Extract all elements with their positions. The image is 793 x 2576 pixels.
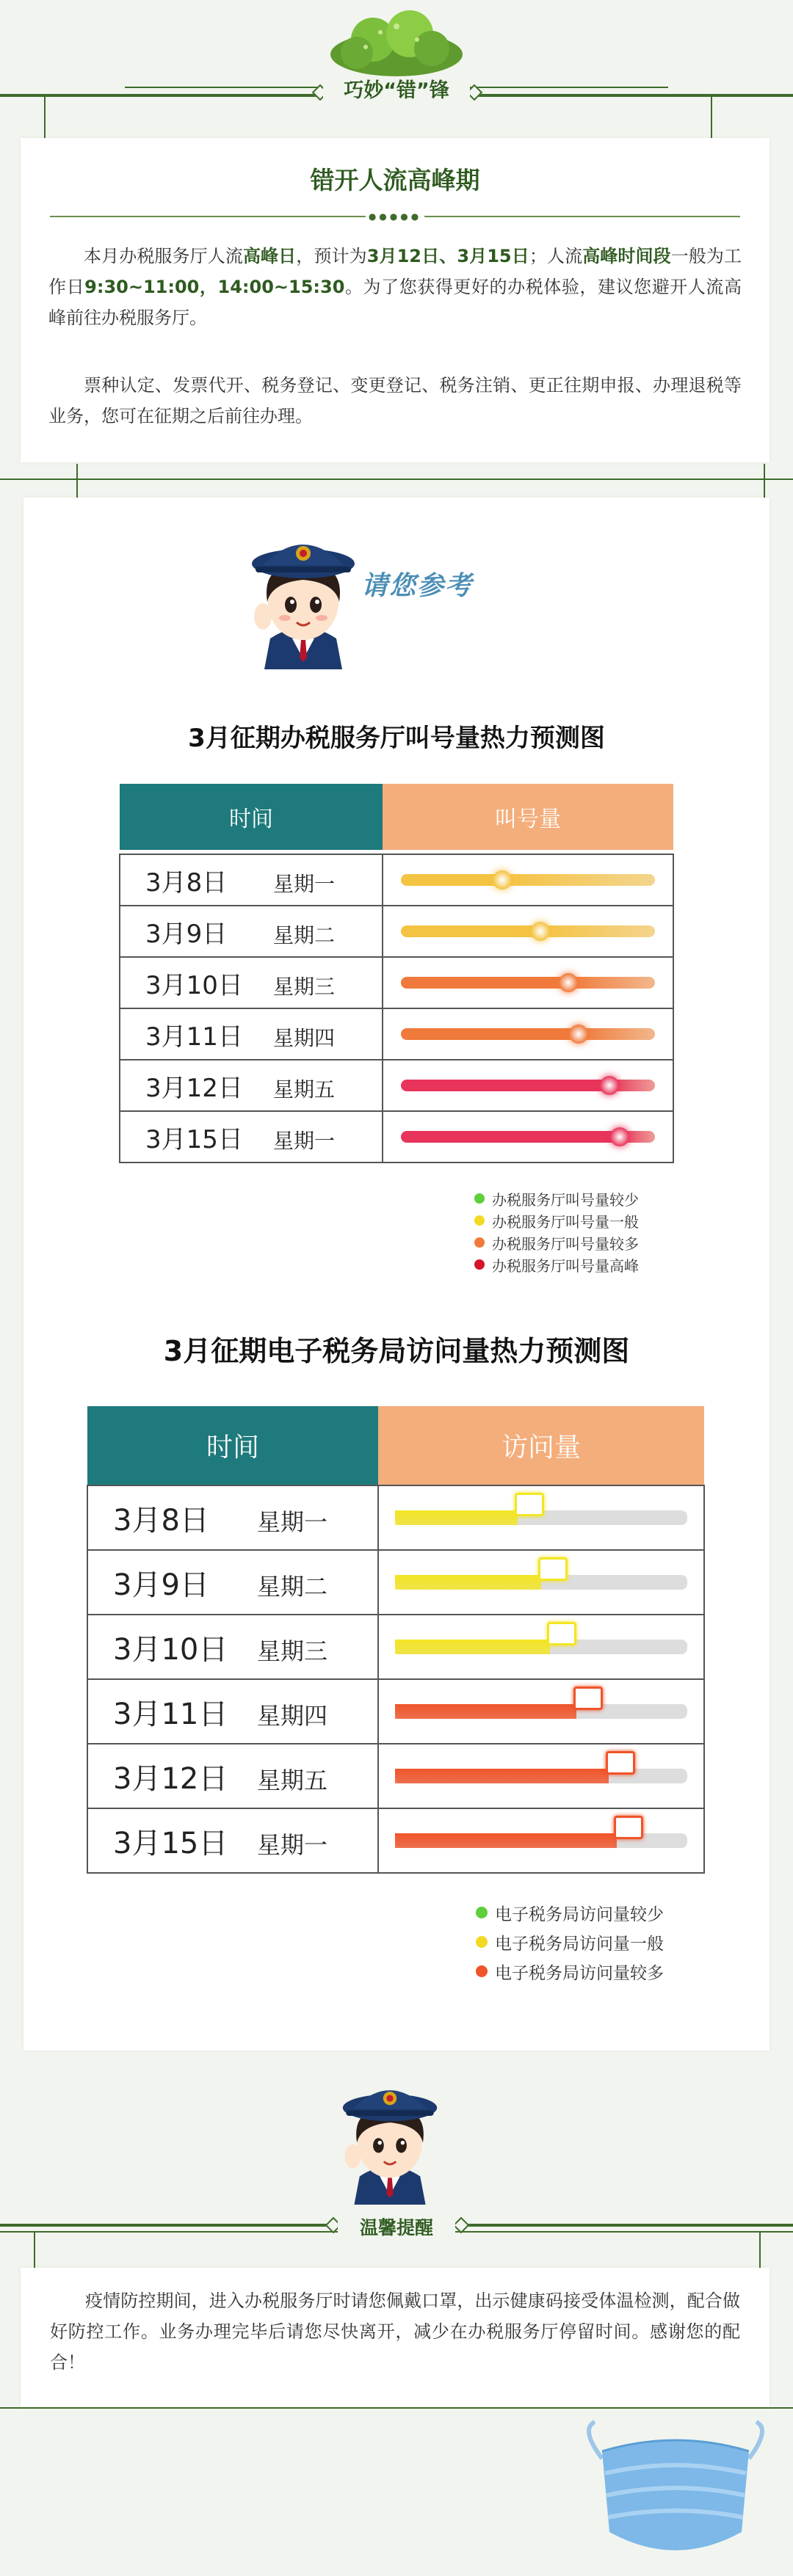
bar [395, 1640, 550, 1654]
date-label: 3月11日 [113, 1697, 228, 1731]
value-cell [383, 906, 673, 957]
value-cell [378, 1744, 704, 1808]
reminder-title: 温馨提醒 [338, 2213, 455, 2243]
level-marker [600, 1076, 619, 1095]
table-row [120, 1111, 673, 1163]
reference-label: 请您参考 [361, 571, 474, 601]
table-row [120, 1008, 673, 1060]
chart1-title: 3月征期办税服务厅叫号量热力预测图 [188, 724, 605, 753]
comment-marker [573, 1687, 603, 1710]
date-cell [87, 1550, 378, 1615]
bar [395, 1510, 518, 1525]
legend-dot-icon [474, 1237, 485, 1248]
bar [395, 1704, 576, 1719]
value-cell [378, 1485, 704, 1550]
bar-track [395, 1704, 687, 1719]
weekday-label: 星期三 [273, 974, 336, 999]
date-label: 3月15日 [145, 1124, 243, 1154]
comment-marker [538, 1557, 568, 1581]
intro-card [21, 138, 770, 462]
bush-decoration [329, 10, 464, 76]
chart1-header-value: 叫号量 [383, 784, 673, 850]
date-label: 3月10日 [145, 970, 243, 1000]
date-cell [87, 1744, 378, 1808]
legend-item [474, 1254, 639, 1276]
bar [395, 1833, 617, 1848]
frame-line [711, 95, 712, 138]
bar [401, 1028, 655, 1040]
legend-label: 电子税务局访问量较少 [495, 1904, 664, 1924]
tax-officer-mascot [241, 528, 366, 669]
date-cell [120, 906, 383, 957]
intro-paragraph-2: 票种认定、发票代开、税务登记、变更登记、税务注销、更正往期申报、办理退税等业务，您可在征期之后前往办理。 [48, 375, 742, 426]
chart2-header-value: 访问量 [378, 1406, 704, 1485]
value-cell [378, 1550, 704, 1615]
date-label: 3月9日 [113, 1568, 209, 1602]
level-marker [569, 1025, 588, 1044]
face-mask-icon [573, 2415, 778, 2569]
level-marker [559, 973, 578, 992]
chart1-legend [474, 1187, 639, 1276]
legend-label: 电子税务局访问量一般 [495, 1934, 664, 1954]
chart2-legend [476, 1898, 664, 1986]
legend-label: 办税服务厅叫号量较多 [492, 1234, 639, 1253]
bar-track [401, 874, 655, 886]
divider-dots: ●●●●● [366, 211, 424, 222]
table-row [120, 854, 673, 906]
frame-line [0, 479, 793, 480]
bar [395, 1575, 541, 1590]
legend-label: 办税服务厅叫号量一般 [492, 1212, 639, 1231]
comment-marker [547, 1622, 576, 1645]
frame-line [764, 464, 765, 498]
weekday-label: 星期一 [257, 1830, 328, 1859]
comment-marker [515, 1493, 544, 1516]
weekday-label: 星期一 [273, 871, 336, 896]
legend-dot-icon [476, 1965, 488, 1977]
bar-track [395, 1640, 687, 1654]
header-title: 巧妙“错”锋 [323, 76, 470, 106]
date-cell [120, 957, 383, 1008]
date-label: 3月12日 [145, 1073, 243, 1103]
date-cell [120, 1060, 383, 1111]
chart2-header-time: 时间 [87, 1406, 378, 1485]
bar [401, 977, 655, 989]
value-cell [383, 1111, 673, 1163]
value-cell [383, 957, 673, 1008]
legend-dot-icon [474, 1193, 485, 1204]
value-cell [383, 854, 673, 906]
value-cell [383, 1008, 673, 1060]
date-cell [87, 1679, 378, 1744]
chart1-table [119, 784, 674, 1163]
date-label: 3月11日 [145, 1022, 243, 1052]
tax-officer-mascot [329, 2075, 451, 2205]
chart1-header-time: 时间 [120, 784, 383, 850]
weekday-label: 星期四 [257, 1701, 328, 1730]
table-row [120, 1060, 673, 1111]
value-cell [378, 1615, 704, 1679]
frame-line [0, 2407, 793, 2409]
comment-marker [606, 1751, 635, 1775]
frame-line [34, 2233, 35, 2268]
weekday-label: 星期二 [273, 923, 336, 947]
date-cell [120, 854, 383, 906]
weekday-label: 星期一 [273, 1128, 336, 1153]
legend-item [474, 1209, 639, 1231]
date-label: 3月15日 [113, 1826, 228, 1860]
date-label: 3月8日 [113, 1503, 209, 1538]
weekday-label: 星期一 [257, 1507, 328, 1536]
bar [401, 874, 655, 886]
weekday-label: 星期五 [273, 1077, 336, 1102]
legend-item [476, 1898, 664, 1927]
legend-item [474, 1187, 639, 1209]
table-row [120, 906, 673, 957]
legend-label: 办税服务厅叫号量高峰 [492, 1256, 639, 1275]
table-row [87, 1744, 704, 1808]
value-cell [378, 1808, 704, 1873]
bar-track [395, 1769, 687, 1783]
legend-item [474, 1231, 639, 1254]
weekday-label: 星期三 [257, 1637, 328, 1665]
bar [395, 1769, 609, 1783]
comment-marker [614, 1816, 643, 1839]
date-cell [120, 1111, 383, 1163]
legend-dot-icon [474, 1259, 485, 1270]
frame-line [759, 2233, 761, 2268]
bar-track [401, 925, 655, 937]
value-cell [378, 1679, 704, 1744]
legend-label: 电子税务局访问量较多 [495, 1963, 664, 1983]
intro-heading: 错开人流高峰期 [310, 166, 480, 194]
table-row [87, 1615, 704, 1679]
bar-track [401, 1028, 655, 1040]
reminder-card [21, 2268, 770, 2407]
date-label: 3月12日 [113, 1761, 228, 1796]
table-row [120, 957, 673, 1008]
date-cell [87, 1615, 378, 1679]
frame-line [44, 95, 46, 138]
date-label: 3月8日 [145, 867, 228, 898]
bar [401, 925, 655, 937]
weekday-label: 星期五 [257, 1766, 328, 1794]
date-cell [87, 1808, 378, 1873]
level-marker [610, 1127, 629, 1146]
table-row [87, 1679, 704, 1744]
chart2-table [87, 1406, 705, 1874]
legend-dot-icon [476, 1907, 488, 1918]
date-cell [120, 1008, 383, 1060]
date-label: 3月10日 [113, 1632, 228, 1667]
intro-paragraph-1: 本月办税服务厅人流高峰日，预计为3月12日、3月15日；人流高峰时间段一般为工作日9:30~11:00，14:00~15:30。为了您获得更好的办税体验，建议您避开人流高峰前往办税服务厅。 [48, 246, 742, 328]
bar-track [395, 1833, 687, 1848]
legend-label: 办税服务厅叫号量较少 [492, 1190, 639, 1209]
weekday-label: 星期二 [257, 1572, 328, 1601]
chart2-title: 3月征期电子税务局访问量热力预测图 [163, 1335, 630, 1367]
reminder-text: 疫情防控期间，进入办税服务厅时请您佩戴口罩，出示健康码接受体温检测，配合做好防控工作。业务办理完毕后请您尽快离开，减少在办税服务厅停留时间。感谢您的配合！ [50, 2291, 740, 2373]
legend-dot-icon [476, 1936, 488, 1948]
date-cell [87, 1485, 378, 1550]
legend-item [476, 1957, 664, 1986]
level-marker [493, 870, 512, 889]
weekday-label: 星期四 [273, 1025, 336, 1050]
date-label: 3月9日 [145, 919, 228, 949]
table-row [87, 1808, 704, 1873]
level-marker [531, 922, 550, 941]
frame-line [76, 464, 78, 498]
bar-track [401, 977, 655, 989]
table-row [87, 1485, 704, 1550]
table-row [87, 1550, 704, 1615]
value-cell [383, 1060, 673, 1111]
legend-item [476, 1927, 664, 1957]
legend-dot-icon [474, 1215, 485, 1226]
